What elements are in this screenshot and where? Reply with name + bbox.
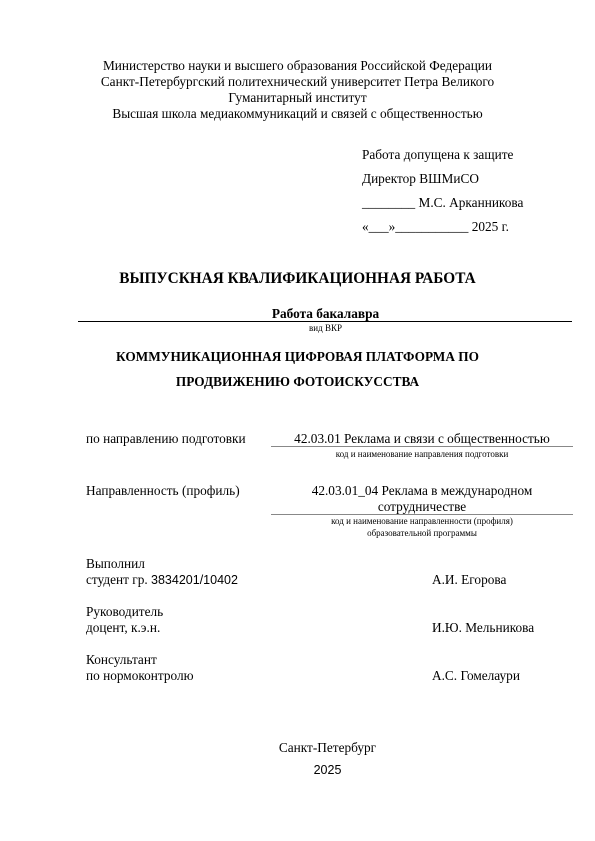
footer-year: 2025 xyxy=(313,763,342,777)
footer-city: Санкт-Петербург xyxy=(278,740,377,755)
approval-director: Директор ВШМиСО xyxy=(362,171,479,186)
direction-underline xyxy=(271,446,573,447)
supervisor-detail: доцент, к.э.н. xyxy=(86,620,161,635)
school-line: Высшая школа медиакоммуникаций и связей с общественностью xyxy=(112,106,483,121)
direction-value: 42.03.01 Реклама и связи с общественностью xyxy=(294,431,550,446)
direction-caption: код и наименование направления подготовки xyxy=(335,449,509,459)
approval-signature-line xyxy=(362,195,523,211)
document-title: ВЫПУСКНАЯ КВАЛИФИКАЦИОННАЯ РАБОТА xyxy=(119,270,476,287)
consultant-name: А.С. Гомелаури xyxy=(432,668,520,683)
work-type-caption: вид ВКР xyxy=(309,323,342,333)
university-line: Санкт-Петербургский политехнический университет Петра Великого xyxy=(100,74,495,89)
ministry-line: Министерство науки и высшего образования Российской Федерации xyxy=(102,58,493,73)
consultant-role: Консультант xyxy=(86,652,157,667)
topic-line-2: ПРОДВИЖЕНИЮ ФОТОИСКУССТВА xyxy=(175,374,420,389)
supervisor-name: И.Ю. Мельникова xyxy=(432,620,535,635)
profile-label: Направленность (профиль) xyxy=(86,483,240,498)
consultant-detail: по нормоконтролю xyxy=(86,668,194,683)
approval-director-name: М.С. Арканникова xyxy=(415,195,524,210)
signature-blank: ________ xyxy=(362,195,416,210)
topic-line-1: КОММУНИКАЦИОННАЯ ЦИФРОВАЯ ПЛАТФОРМА ПО xyxy=(116,349,479,364)
performer-name: А.И. Егорова xyxy=(432,572,507,587)
profile-caption-line-2: образовательной программы xyxy=(367,528,477,538)
performer-role: Выполнил xyxy=(86,556,145,571)
approval-date-line: «___»___________ 2025 г. xyxy=(362,219,509,234)
profile-value-line-2: сотрудничестве xyxy=(377,499,467,514)
approval-admitted: Работа допущена к защите xyxy=(362,147,514,162)
profile-value-line-1: 42.03.01_04 Реклама в международном xyxy=(311,483,533,498)
performer-detail-prefix: студент гр. xyxy=(86,572,152,587)
work-type-underline xyxy=(78,321,572,322)
supervisor-role: Руководитель xyxy=(86,604,164,619)
performer-detail xyxy=(86,572,238,588)
profile-caption-line-1: код и наименование направленности (профиля) xyxy=(331,516,513,526)
profile-underline xyxy=(271,514,573,515)
institute-line: Гуманитарный институт xyxy=(228,90,367,105)
direction-label: по направлению подготовки xyxy=(86,431,246,446)
work-type-value: Работа бакалавра xyxy=(271,306,380,321)
performer-group: 3834201/10402 xyxy=(151,573,238,587)
